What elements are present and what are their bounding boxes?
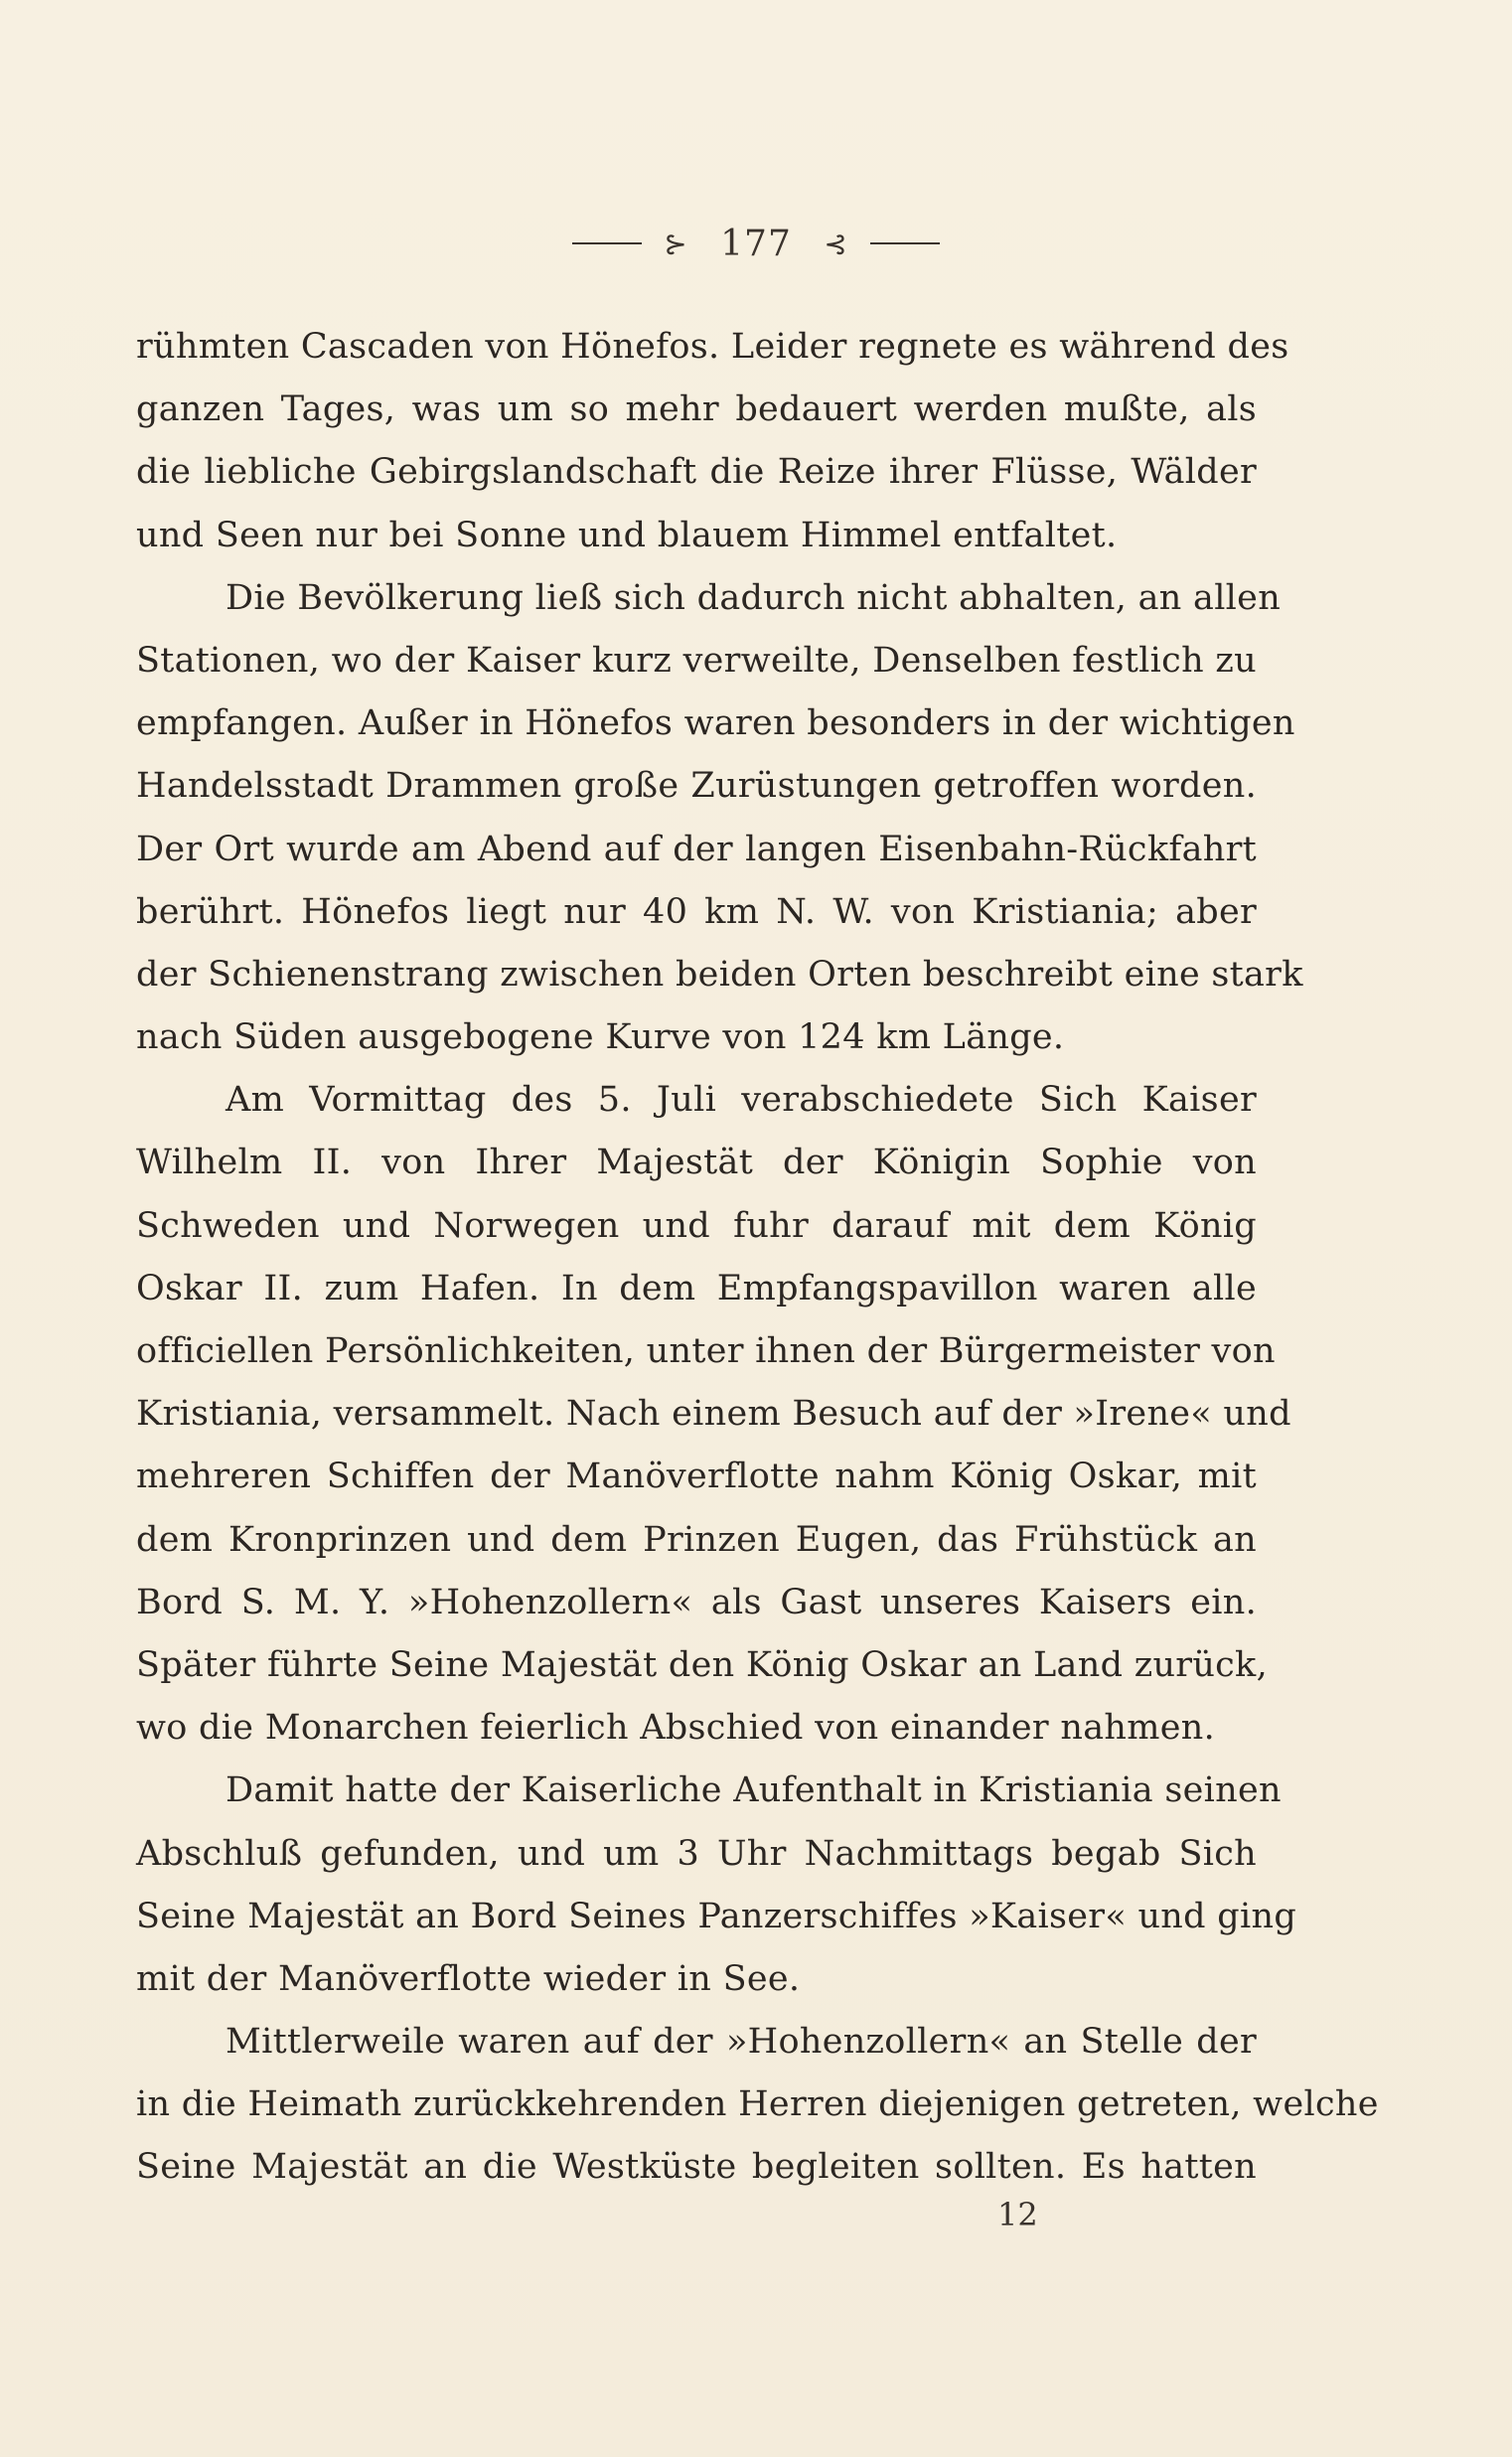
text-line: Die Bevölkerung ließ sich dadurch nicht abhalten, an allen	[226, 577, 1282, 618]
header-rule-left	[572, 242, 642, 244]
text-line: officiellen Persönlichkeiten, unter ihnen der Bürgermeister von	[136, 1331, 1276, 1371]
text-line: dem Kronprinzen und dem Prinzen Eugen, das Frühstück an	[136, 1519, 1257, 1560]
text-line: Seine Majestät an die Westküste begleiten sollten. Es hatten	[136, 2147, 1257, 2188]
text-line: rühmten Cascaden von Hönefos. Leider regnete es während des	[136, 327, 1289, 367]
text-line: die liebliche Gebirgslandschaft die Reize ihrer Flüsse, Wälder	[136, 452, 1257, 493]
text-line: mehreren Schiffen der Manöverflotte nahm König Oskar, mit	[136, 1457, 1257, 1497]
text-line: Bord S. M. Y. »Hohenzollern« als Gast unseres Kaisers ein.	[136, 1582, 1257, 1622]
header-ornament-left: ⊱	[664, 227, 688, 260]
text-line: Seine Majestät an Bord Seines Panzerschiffes »Kaiser« und ging	[136, 1896, 1297, 1936]
text-line: Der Ort wurde am Abend auf der langen Eisenbahn-Rückfahrt	[136, 829, 1257, 869]
text-line: berührt. Hönefos liegt nur 40 km N. W. von Kristiania; aber	[136, 891, 1257, 932]
text-line: Am Vormittag des 5. Juli verabschiedete Sich Kaiser	[226, 1080, 1257, 1121]
text-line: ganzen Tages, was um so mehr bedauert werden mußte, als	[136, 389, 1257, 430]
text-line: empfangen. Außer in Hönefos waren besonders in der wichtigen	[136, 703, 1295, 744]
page-header	[0, 221, 1512, 264]
text-line: Oskar II. zum Hafen. In dem Empfangspavillon waren alle	[136, 1268, 1257, 1308]
text-line: Abschluß gefunden, und um 3 Uhr Nachmittags begab Sich	[136, 1833, 1257, 1874]
text-line: in die Heimath zurückkehrenden Herren diejenigen getreten, welche	[136, 2084, 1379, 2125]
text-line: der Schienenstrang zwischen beiden Orten beschreibt eine stark	[136, 954, 1303, 995]
header-ornament-right: ⊰	[824, 227, 848, 260]
text-line: Später führte Seine Majestät den König Oskar an Land zurück,	[136, 1644, 1268, 1685]
text-line: wo die Monarchen feierlich Abschied von einander nahmen.	[136, 1708, 1216, 1749]
page-number: 177	[720, 223, 792, 264]
sheet-signature: 12	[997, 2196, 1038, 2233]
text-line: mit der Manöverflotte wieder in See.	[136, 1958, 801, 1999]
text-line: nach Süden ausgebogene Kurve von 124 km Länge.	[136, 1017, 1065, 1058]
header-rule-right	[870, 242, 940, 244]
text-line: Handelsstadt Drammen große Zurüstungen getroffen worden.	[136, 766, 1257, 807]
text-line: Wilhelm II. von Ihrer Majestät der Königin Sophie von	[136, 1143, 1257, 1183]
text-line: Stationen, wo der Kaiser kurz verweilte, Denselben festlich zu	[136, 640, 1257, 681]
text-line: und Seen nur bei Sonne und blauem Himmel entfaltet.	[136, 515, 1118, 555]
text-line: Kristiania, versammelt. Nach einem Besuch auf der »Irene« und	[136, 1394, 1291, 1435]
text-line: Mittlerweile waren auf der »Hohenzollern« an Stelle der	[226, 2022, 1257, 2063]
body-text	[136, 316, 1379, 2200]
text-line: Schweden und Norwegen und fuhr darauf mit dem König	[136, 1205, 1257, 1246]
text-line: Damit hatte der Kaiserliche Aufenthalt in Kristiania seinen	[226, 1770, 1282, 1811]
